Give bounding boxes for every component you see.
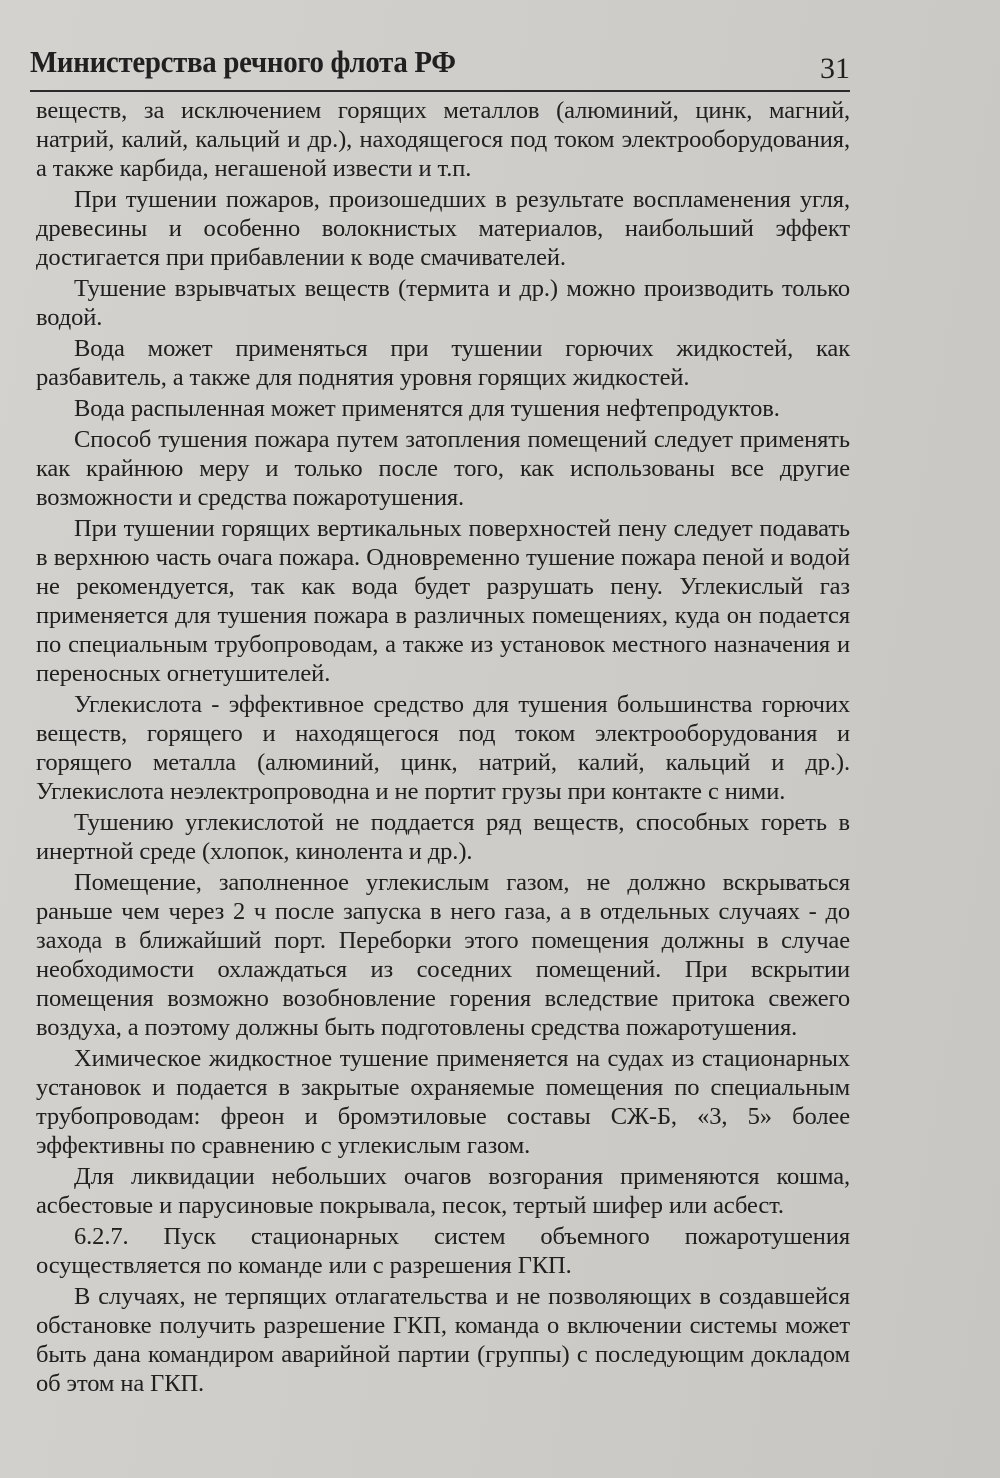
paragraph: 6.2.7. Пуск стационарных систем объемного пожаротушения осуществляется по команде или с разрешения ГКП. [36, 1223, 850, 1279]
paragraph: Способ тушения пожара путем затопления помещений следует применять как крайнюю меру и только после того, как использованы все другие возможности и средства пожаротушения. [36, 426, 850, 511]
paragraph: При тушении горящих вертикальных поверхностей пену следует подавать в верхнюю часть очага пожара. Одновременно тушение пожара пеной и водой не рекомендуется, так как вода будет разрушать пену. Углекислый газ применяется для тушения пожара в различных помещениях, куда он подается по специальным трубопроводам, а также из установок местного назначения и переносных огнетушителей. [36, 515, 850, 687]
running-header [30, 42, 850, 92]
paragraph: веществ, за исключением горящих металлов (алюминий, цинк, магний, натрий, калий, кальций и др.), находящегося под током электрооборудования, а также карбида, негашеной извести и т.п. [36, 97, 850, 182]
paragraph: Углекислота - эффективное средство для тушения большинства горючих веществ, горящего и находящегося под током электрооборудования и горящего металла (алюминий, цинк, натрий, калий, кальций и др.). Углекислота неэлектропроводна и не портит грузы при контакте с ними. [36, 691, 850, 805]
paragraph: Вода может применяться при тушении горючих жидкостей, как разбавитель, а также для поднятия уровня горящих жидкостей. [36, 335, 850, 391]
paragraph: При тушении пожаров, произошедших в результате воспламенения угля, древесины и особенно волокнистых материалов, наибольший эффект достигается при прибавлении к воде смачивателей. [36, 186, 850, 271]
paragraph: Тушение взрывчатых веществ (термита и др.) можно производить только водой. [36, 275, 850, 331]
paragraph: Вода распыленная может применятся для тушения нефтепродуктов. [74, 395, 780, 422]
paragraph: Помещение, заполненное углекислым газом, не должно вскрываться раньше чем через 2 ч после запуска в него газа, а в отдельных случаях - до захода в ближайший порт. Переборки этого помещения должны в случае необходимости охлаждаться из соседних помещений. При вскрытии помещения возможно возобновление горения вследствие притока свежего воздуха, а поэтому должны быть подготовлены средства пожаротушения. [36, 869, 850, 1041]
header-title: Министерства речного флота РФ [30, 44, 456, 79]
paragraph: Тушению углекислотой не поддается ряд веществ, способных гореть в инертной среде (хлопок, кинолента и др.). [36, 809, 850, 865]
paragraph: Для ликвидации небольших очагов возгорания применяются кошма, асбестовые и парусиновые покрывала, песок, тертый шифер или асбест. [36, 1163, 850, 1219]
paragraph: Химическое жидкостное тушение применяется на судах из стационарных установок и подается в закрытые охраняемые помещения по специальным трубопроводам: фреон и бромэтиловые составы СЖ-Б, «3, 5» более эффективны по сравнению с углекислым газом. [36, 1045, 850, 1159]
paragraph: В случаях, не терпящих отлагательства и не позволяющих в создавшейся обстановке получить разрешение ГКП, команда о включении системы может быть дана командиром аварийной партии (группы) с последующим докладом об этом на ГКП. [36, 1283, 850, 1397]
page-number: 31 [820, 52, 850, 85]
body-text [36, 96, 850, 1400]
